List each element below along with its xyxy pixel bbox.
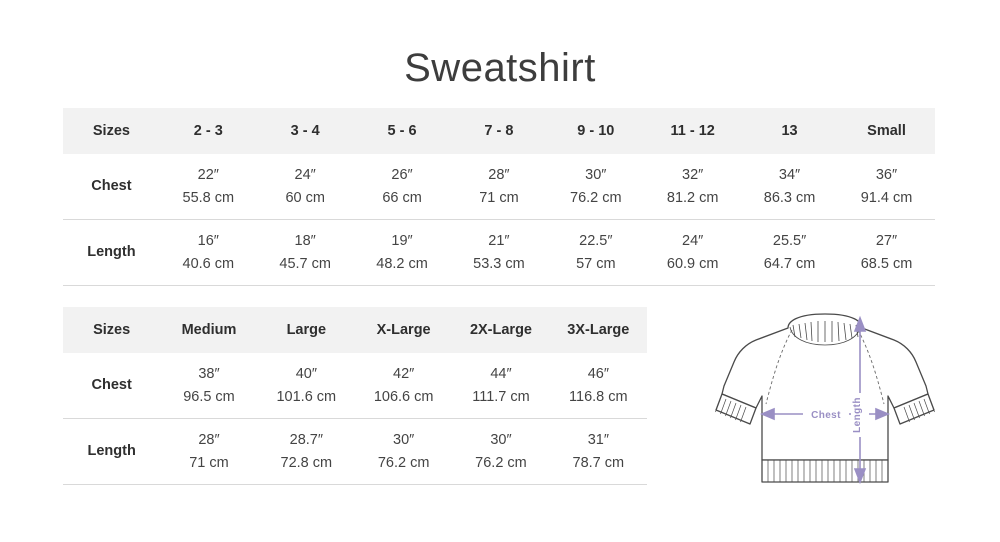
cell-chest-medium bbox=[160, 353, 257, 419]
value-inches: 31″ bbox=[587, 432, 609, 449]
col-header-small: Small bbox=[867, 123, 906, 139]
cell-length-7-8 bbox=[451, 220, 548, 286]
value-cm: 72.8 cm bbox=[280, 454, 333, 471]
value-cm: 66 cm bbox=[382, 189, 422, 206]
value-cm: 40.6 cm bbox=[182, 255, 235, 272]
table-header-row bbox=[63, 307, 647, 353]
col-header-9-10: 9 - 10 bbox=[577, 123, 615, 139]
value-cm: 45.7 cm bbox=[279, 255, 331, 272]
col-header-sizes: Sizes bbox=[92, 123, 130, 139]
value-cm: 53.3 cm bbox=[473, 255, 525, 272]
value-inches: 24″ bbox=[682, 233, 704, 250]
cell-length-2-3 bbox=[160, 220, 257, 286]
value-inches: 38″ bbox=[198, 366, 220, 383]
cell-chest-13 bbox=[741, 154, 838, 220]
value-inches: 28″ bbox=[198, 432, 220, 449]
value-inches: 34″ bbox=[778, 167, 801, 184]
row-label-length: Length bbox=[87, 443, 136, 460]
table-header-row bbox=[63, 108, 935, 154]
cell-length-5-6 bbox=[354, 220, 451, 286]
row-label-length: Length bbox=[87, 244, 136, 261]
cell-length-3x-large bbox=[550, 419, 647, 485]
value-inches: 27″ bbox=[875, 233, 898, 250]
value-cm: 111.7 cm bbox=[472, 388, 530, 405]
value-inches: 26″ bbox=[391, 167, 413, 184]
length-measurement-label: Length bbox=[852, 397, 863, 433]
table-row bbox=[63, 154, 935, 220]
cell-length-large bbox=[258, 419, 355, 485]
value-cm: 96.5 cm bbox=[183, 388, 235, 405]
col-header-5-6: 5 - 6 bbox=[387, 123, 417, 139]
value-cm: 116.8 cm bbox=[569, 388, 628, 405]
cell-chest-x-large bbox=[355, 353, 452, 419]
value-inches: 24″ bbox=[294, 167, 316, 184]
value-cm: 68.5 cm bbox=[860, 255, 913, 272]
cell-chest-9-10 bbox=[547, 154, 644, 220]
cell-chest-11-12 bbox=[644, 154, 741, 220]
cell-chest-2-3 bbox=[160, 154, 257, 220]
value-cm: 76.2 cm bbox=[475, 454, 527, 471]
col-header-7-8: 7 - 8 bbox=[484, 123, 514, 139]
cell-chest-3x-large bbox=[550, 353, 647, 419]
value-cm: 78.7 cm bbox=[572, 454, 625, 471]
value-cm: 101.6 cm bbox=[276, 388, 337, 405]
col-header-sizes: Sizes bbox=[93, 322, 131, 338]
value-inches: 28.7″ bbox=[289, 432, 323, 449]
value-inches: 18″ bbox=[294, 233, 316, 250]
col-header-11-12: 11 - 12 bbox=[670, 123, 715, 139]
value-inches: 16″ bbox=[197, 233, 219, 250]
value-cm: 76.2 cm bbox=[377, 454, 430, 471]
col-header-x-large: X-Large bbox=[376, 322, 431, 338]
value-inches: 28″ bbox=[488, 167, 510, 184]
value-inches: 21″ bbox=[488, 233, 510, 250]
value-inches: 25.5″ bbox=[772, 233, 807, 250]
chest-measurement-label: Chest bbox=[811, 410, 841, 421]
cell-length-13 bbox=[741, 220, 838, 286]
cell-chest-3-4 bbox=[257, 154, 354, 220]
value-cm: 48.2 cm bbox=[376, 255, 428, 272]
cell-length-x-large bbox=[355, 419, 452, 485]
value-inches: 42″ bbox=[393, 366, 415, 383]
row-label-chest: Chest bbox=[91, 377, 132, 394]
cell-length-small bbox=[838, 220, 935, 286]
value-inches: 46″ bbox=[587, 366, 609, 383]
value-cm: 76.2 cm bbox=[570, 189, 622, 206]
value-cm: 57 cm bbox=[576, 255, 616, 272]
value-inches: 22″ bbox=[197, 167, 219, 184]
col-header-2x-large: 2X-Large bbox=[469, 322, 532, 338]
value-cm: 64.7 cm bbox=[763, 255, 816, 272]
cell-length-3-4 bbox=[257, 220, 354, 286]
table-row bbox=[63, 353, 647, 419]
adult-size-table bbox=[63, 307, 647, 485]
value-cm: 71 cm bbox=[189, 454, 229, 471]
cell-length-2x-large bbox=[452, 419, 549, 485]
cell-chest-small bbox=[838, 154, 935, 220]
cell-chest-large bbox=[258, 353, 355, 419]
value-inches: 30″ bbox=[585, 167, 607, 184]
col-header-medium: Medium bbox=[181, 322, 237, 338]
cell-chest-5-6 bbox=[354, 154, 451, 220]
col-header-3-4: 3 - 4 bbox=[290, 123, 320, 139]
value-inches: 44″ bbox=[490, 366, 512, 383]
col-header-3x-large: 3X-Large bbox=[567, 322, 630, 338]
value-inches: 19″ bbox=[391, 233, 413, 250]
value-inches: 30″ bbox=[490, 432, 512, 449]
cell-length-9-10 bbox=[547, 220, 644, 286]
value-inches: 36″ bbox=[875, 167, 898, 184]
table-row bbox=[63, 220, 935, 286]
value-cm: 60.9 cm bbox=[666, 255, 719, 272]
value-cm: 106.6 cm bbox=[373, 388, 434, 405]
value-cm: 60 cm bbox=[285, 189, 325, 206]
value-cm: 71 cm bbox=[479, 189, 519, 206]
cell-length-11-12 bbox=[644, 220, 741, 286]
cell-chest-7-8 bbox=[451, 154, 548, 220]
value-cm: 81.2 cm bbox=[666, 189, 719, 206]
value-cm: 91.4 cm bbox=[860, 189, 913, 206]
page-title: Sweatshirt bbox=[404, 46, 596, 90]
value-inches: 32″ bbox=[682, 167, 704, 184]
col-header-large: Large bbox=[286, 322, 327, 338]
youth-size-table bbox=[63, 108, 935, 286]
table-row bbox=[63, 419, 647, 485]
cell-chest-2x-large bbox=[452, 353, 549, 419]
row-label-chest: Chest bbox=[91, 178, 132, 195]
value-inches: 40″ bbox=[295, 366, 317, 383]
value-cm: 55.8 cm bbox=[182, 189, 235, 206]
sweatshirt-diagram bbox=[680, 300, 970, 500]
value-cm: 86.3 cm bbox=[763, 189, 816, 206]
value-inches: 22.5″ bbox=[579, 233, 613, 250]
col-header-2-3: 2 - 3 bbox=[193, 123, 223, 139]
col-header-13: 13 bbox=[781, 123, 798, 139]
value-inches: 30″ bbox=[393, 432, 415, 449]
cell-length-medium bbox=[160, 419, 257, 485]
